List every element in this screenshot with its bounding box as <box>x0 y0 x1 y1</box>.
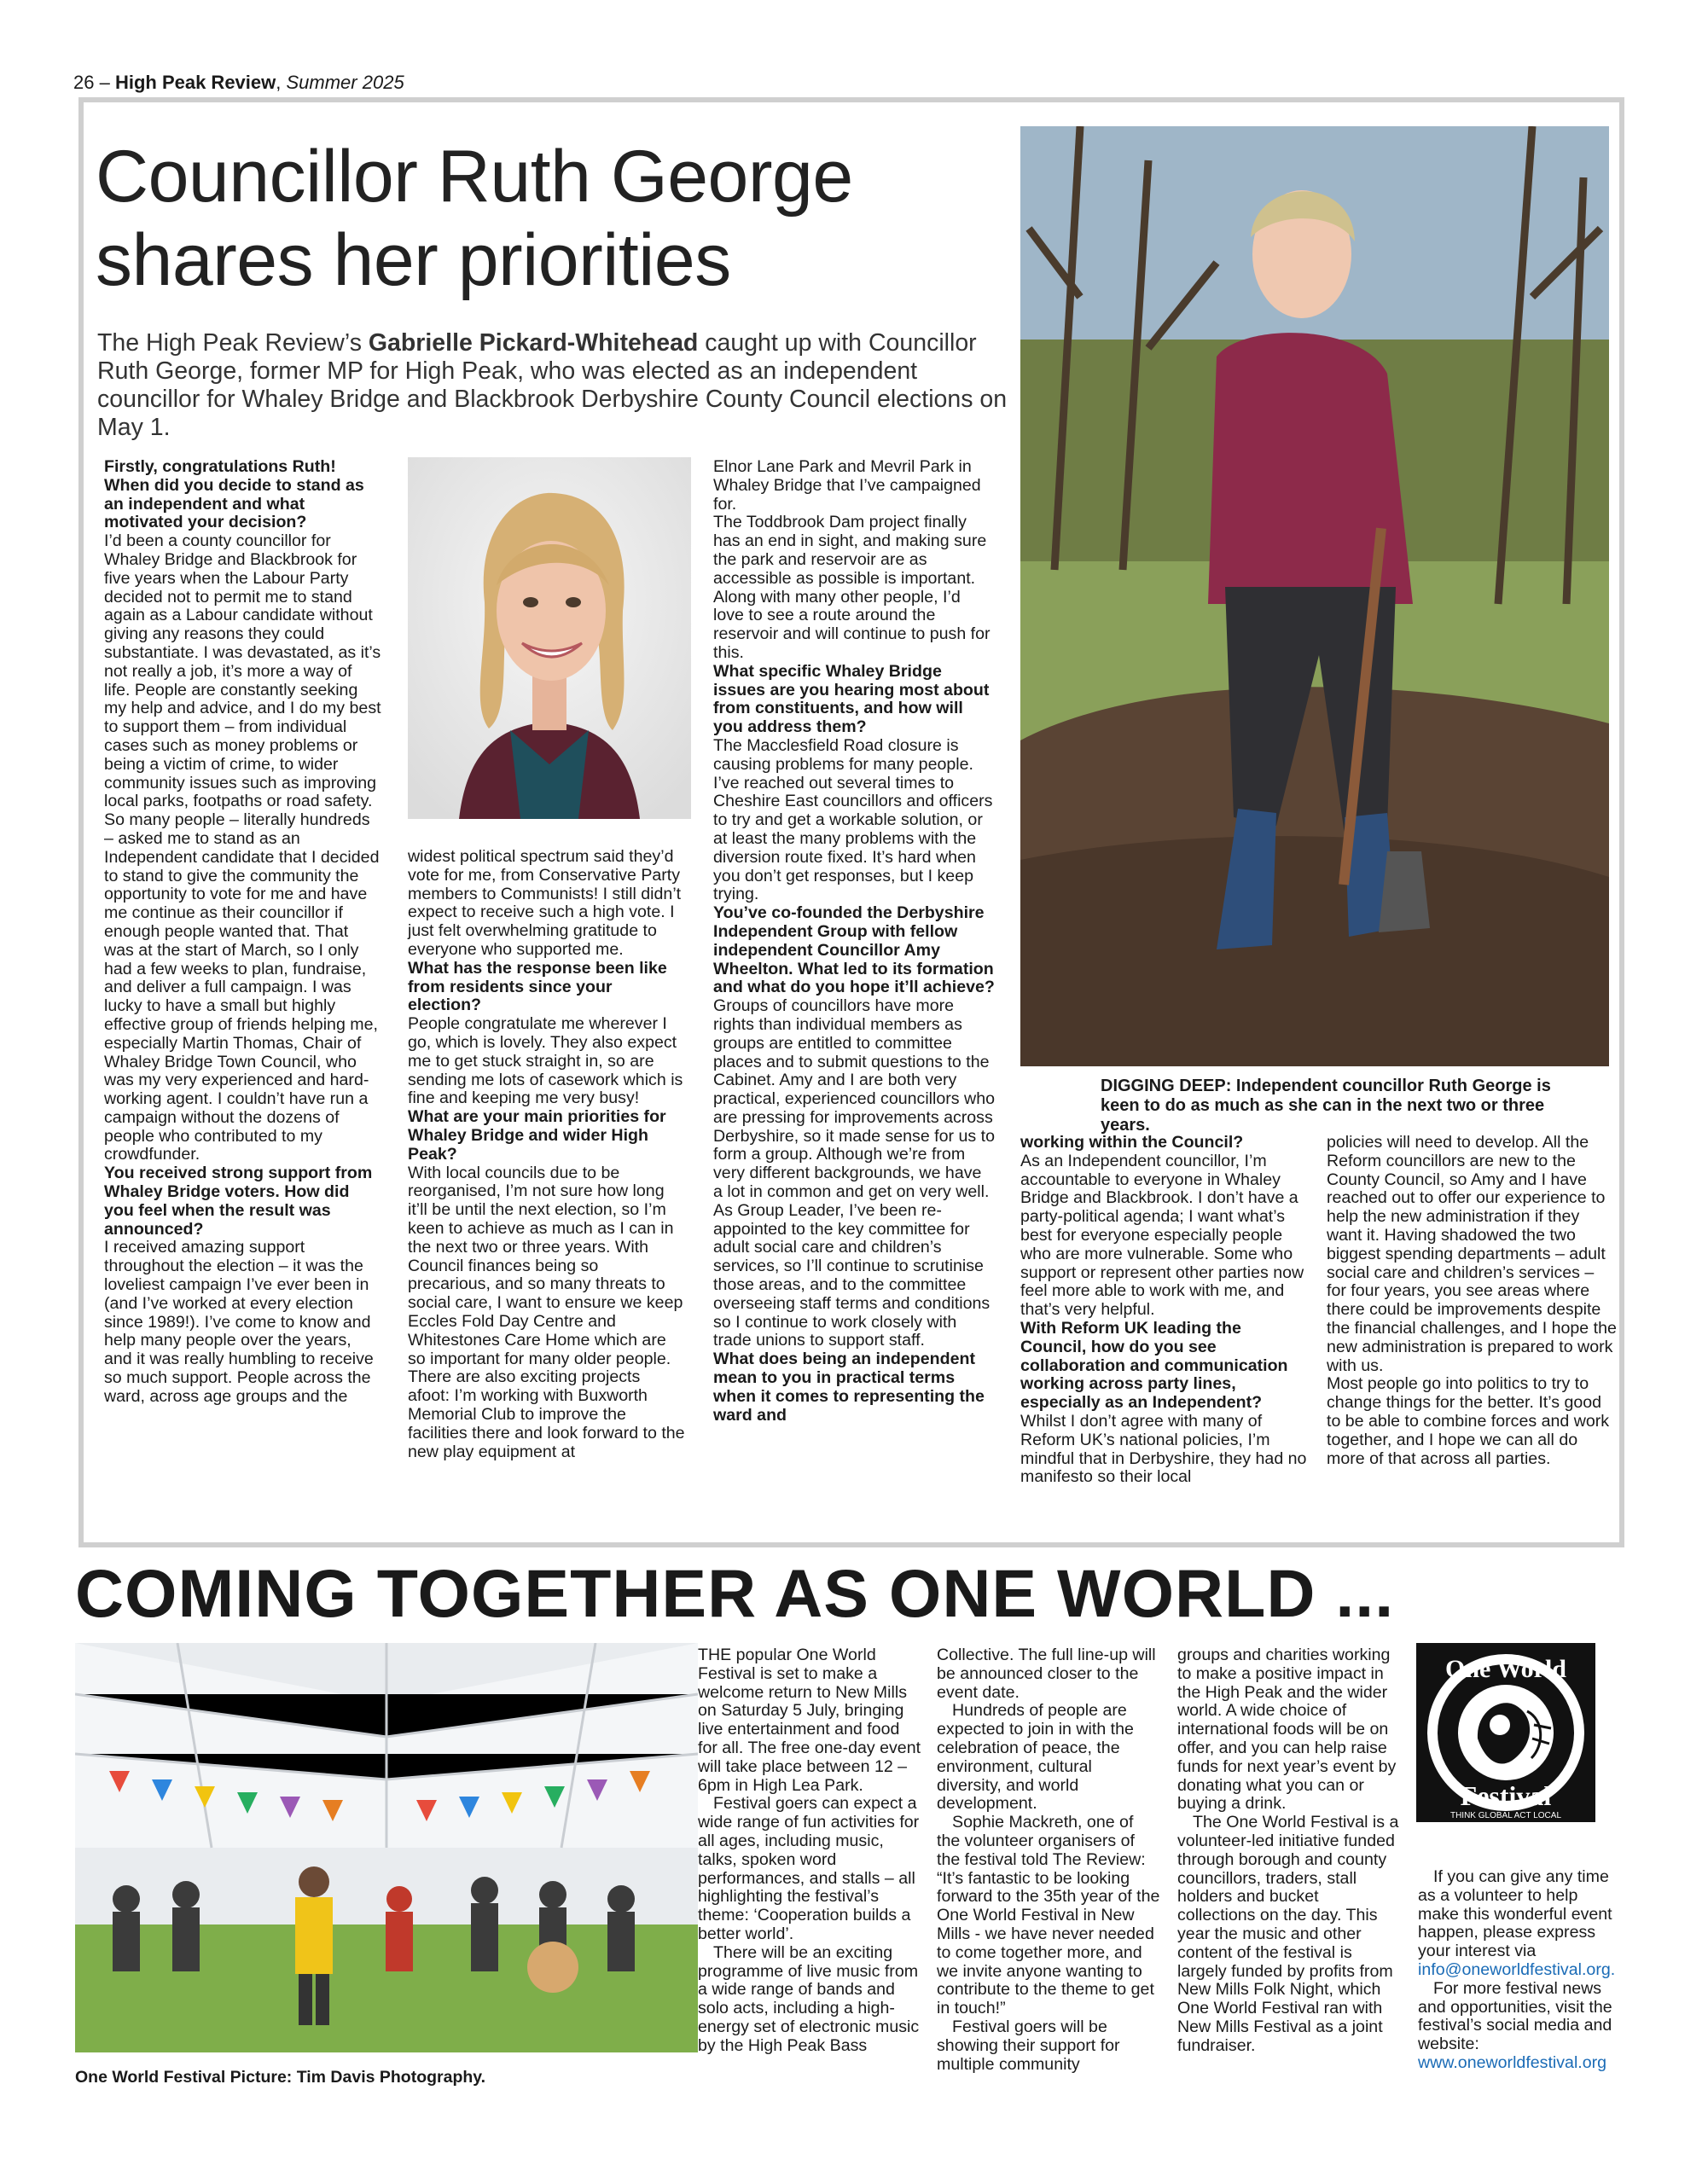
folio-page: 26 – <box>73 72 110 93</box>
story1-headline <box>96 135 1000 302</box>
article-paragraph: Collective. The full line-up will be announced closer to the event date. <box>937 1646 1156 1702</box>
story1-headline-line1: Councillor Ruth George <box>96 136 853 218</box>
article-paragraph: THE popular One World Festival is set to make a welcome return to New Mills on Saturday 5 July, bringing live entertainment and food for all. The free one-day event will take place between 12 – 6pm in High Lea Park. <box>698 1646 921 1795</box>
interview-answer: Whilst I don’t agree with many of Reform UK’s national policies, I’m mindful that in Derbyshire, they had no manifesto so their local <box>1020 1411 1307 1487</box>
intro-post: caught up with Councillor Ruth George, former MP for High Peak, who was elected as an independent councillor for Whaley Bridge and Blackbrook Derbyshire County Council elections on May 1. <box>97 329 1008 441</box>
interview-answer: Most people go into politics to try to change things for the better. It’s good to be able to combine forces and work together, and I hope we can all do more of that across all parties. <box>1327 1374 1610 1468</box>
story2-column-1 <box>698 1646 921 2056</box>
logo-bottom-text: Festival <box>1460 1780 1552 1811</box>
story1-headline-line2: shares her priorities <box>96 219 731 301</box>
story2-column-2 <box>937 1646 1160 2074</box>
page-folio: 26 – High Peak Review, Summer 2025 <box>73 72 404 93</box>
one-world-festival-logo <box>1416 1643 1595 1822</box>
interview-answer: As an Independent councillor, I’m accountable to everyone in Whaley Bridge and Blackbrook. I don’t have a party-political agenda; I want what’s best for everyone especially people who are more vulnerable. Some who support or represent other parties now feel more able to work with me, and that’s very helpful. <box>1020 1151 1304 1320</box>
website-link[interactable]: www.oneworldfestival.org <box>1418 2052 1607 2072</box>
volunteer-text: If you can give any time as a volunteer to help make this wonderful event happen, please express your interest via <box>1418 1867 1612 1961</box>
article-paragraph: Hundreds of people are expected to join in with the celebration of peace, the environment, cultural diversity, and world development. <box>937 1701 1134 1814</box>
story1-column-5 <box>1327 1134 1617 1468</box>
intro-author: Gabrielle Pickard-Whitehead <box>368 329 699 357</box>
article-paragraph: The One World Festival is a volunteer-led initiative funded through borough and county councillors, traders, stall holders and bucket collections on the day. This year the music and other content of the festival is largely funded by profits from New Mills Folk Night, which One World Festival ran with New Mills Festival as a joint fundraiser. <box>1177 1813 1399 2055</box>
article-paragraph: Festival goers will be showing their support for multiple community <box>937 2017 1120 2074</box>
festival-photo-caption: One World Festival Picture: Tim Davis Photography. <box>75 2068 486 2087</box>
interview-answer: widest political spectrum said they’d vote for me, from Conservative Party members to Communists! I still didn’t expect to receive such a high vote. I just felt overwhelming gratitude to everyone who supported me. <box>408 847 682 959</box>
interview-question: What has the response been like from residents since your election? <box>408 958 667 1015</box>
folio-issue: Summer 2025 <box>286 72 404 93</box>
interview-question: You received strong support from Whaley Bridge voters. How did you feel when the result was announced? <box>104 1164 373 1239</box>
article-paragraph: groups and charities working to make a positive impact in the High Peak and the wider world. A wide choice of international foods will be on offer, and you can help raise funds for next year’s event by donating what you can or buying a drink. <box>1177 1646 1397 1814</box>
article-paragraph: There will be an exciting programme of live music from a wide range of bands and solo acts, including a high-energy set of electronic music by the High Peak Bass <box>698 1942 920 2055</box>
interview-answer: Groups of councillors have more rights than individual members as groups are entitled to committee places and to submit questions to the Cabinet. Amy and I are both very practical, experienced councillors who are pressing for improvements across Derbyshire, so it made sense for us to form a group. Although we’re from very different backgrounds, we have a lot in common and get on very well. As Group Leader, I’ve been re-appointed to the key committee for adult social care and children’s services, so I’ll continue to scrutinise those areas, and to the committee overseeing staff terms and conditions so I continue to work closely with trade unions to support staff. <box>713 996 995 1350</box>
interview-answer: I’d been a county councillor for Whaley Bridge and Blackbrook for five years when the Labour Party decided not to permit me to stand again as a Labour candidate without giving any reasons they could substantiate. I was devastated, as it’s not really a job, it’s more a way of life. People are constantly seeking my help and advice, and I do my best to support them – from individual cases such as money problems or being a victim of crime, to wider community issues such as improving local parks, footpaths or road safety. So many people – literally hundreds – asked me to stand as an Independent candidate that I decided to stand to give the community the opportunity to vote for me and have me continue as their councillor if enough people wanted that. That was at the start of March, so I only had a few weeks to plan, fundraise, and deliver a full campaign. I was lucky to have a small but highly effective group of friends helping me, especially Martin Thomas, Chair of Whaley Bridge Town Council, who was my very experienced and hard-working agent. I couldn’t have run a campaign without the dozens of people who contributed to my crowdfunder. <box>104 531 381 1164</box>
interview-answer: People congratulate me wherever I go, which is lovely. They also expect me to get stuck straight in, so are sending me lots of casework which is fine and keeping me very busy! <box>408 1014 683 1108</box>
story1-column-3 <box>713 458 995 1425</box>
story1-column-4 <box>1020 1134 1310 1487</box>
digging-photo-caption: DIGGING DEEP: Independent councillor Ruth George is keen to do as much as she can in the next two or three years. <box>1101 1077 1551 1135</box>
ruth-george-portrait <box>408 457 691 819</box>
email-link[interactable]: info@oneworldfestival.org. <box>1418 1959 1616 1979</box>
interview-question: What specific Whaley Bridge issues are you hearing most about from constituents, and how will you address them? <box>713 661 990 737</box>
interview-answer: The Toddbrook Dam project finally has an end in sight, and making sure the park and reservoir are as accessible as possible is important. Along with many other people, I’d love to see a route around the reservoir and will continue to push for this. <box>713 513 991 662</box>
digging-photo <box>1020 126 1609 1066</box>
intro-pre: The High Peak Review’s <box>97 329 369 357</box>
interview-question: working within the Council? <box>1020 1133 1244 1152</box>
article-paragraph: Sophie Mackreth, one of the volunteer organisers of the festival told The Review: “It’s fantastic to be looking forward to the 35th year of the One World Festival in New Mills - we have never needed to come together more, and we invite anyone wanting to contribute to the theme to get in touch!” <box>937 1813 1160 2018</box>
interview-answer: The Macclesfield Road closure is causing problems for many people. I’ve reached out several times to Cheshire East councillors and officers to try and get a workable solution, or at least the many problems with the diversion route fixed. It’s hard when you don’t get responses, but I keep trying. <box>713 735 993 904</box>
story2-column-4 <box>1418 1868 1614 2073</box>
interview-answer: policies will need to develop. All the Reform councillors are new to the County Council, so Amy and I have reached out to offer our experience to help the new administration if they want it. Having shadowed the two biggest spending departments – adult social care and children’s services – for four years, you see areas where there could be improvements despite the financial challenges, and I hope the new administration is prepared to work with us. <box>1327 1133 1617 1375</box>
story1-column-2 <box>408 848 685 1461</box>
interview-question: With Reform UK leading the Council, how do you see collaboration and communication working across party lines, especially as an Independent? <box>1020 1318 1288 1413</box>
interview-answer: With local councils due to be reorganised, I’m not sure how long it’ll be until the next election, so I’m keen to achieve as much as I can in the next two or three years. With Council finances being so precarious, and so many threats to social care, I want to ensure we keep Eccles Fold Day Centre and Whitestones Care Home which are so important for many older people. There are also exciting projects afoot: I’m working with Buxworth Memorial Club to improve the facilities there and look forward to the new play equipment at <box>408 1163 685 1461</box>
interview-question: Firstly, congratulations Ruth! When did you decide to stand as an independent and what motivated your decision? <box>104 457 364 532</box>
folio-publication: High Peak Review <box>114 72 276 93</box>
interview-question: What are your main priorities for Whaley Bridge and wider High Peak? <box>408 1107 666 1164</box>
story1-intro <box>97 329 1019 442</box>
website-text: For more festival news and opportunities, visit the festival’s social media and website: <box>1418 1978 1612 2054</box>
story2-headline: COMING TOGETHER AS ONE WORLD ... <box>75 1555 1395 1631</box>
story2-column-3 <box>1177 1646 1401 2056</box>
festival-photo <box>75 1643 698 2052</box>
logo-top-text: One World <box>1445 1655 1566 1683</box>
interview-question: You’ve co-founded the Derbyshire Independent Group with fellow independent Councillor Amy Wheelton. What led to its formation and what do you hope it’ll achieve? <box>713 903 995 997</box>
logo-tagline: THINK GLOBAL ACT LOCAL <box>1449 1811 1562 1820</box>
article-paragraph: Festival goers can expect a wide range of fun activities for all ages, including music, talks, spoken word performances, and stalls – all highlighting the festival’s theme: ‘Cooperation builds a better world’. <box>698 1794 920 1943</box>
interview-answer: Elnor Lane Park and Mevril Park in Whaley Bridge that I’ve campaigned for. <box>713 457 981 514</box>
interview-answer: I received amazing support throughout the election – it was the loveliest campaign I’ve ever been in (and I’ve worked at every election since 1989!). I’ve come to know and help many people over the years, and it was really humbling to receive so much support. People across the ward, across age groups and the <box>104 1238 374 1406</box>
interview-question: What does being an independent mean to you in practical terms when it comes to representing the ward and <box>713 1350 985 1425</box>
story1-column-1 <box>104 458 381 1407</box>
